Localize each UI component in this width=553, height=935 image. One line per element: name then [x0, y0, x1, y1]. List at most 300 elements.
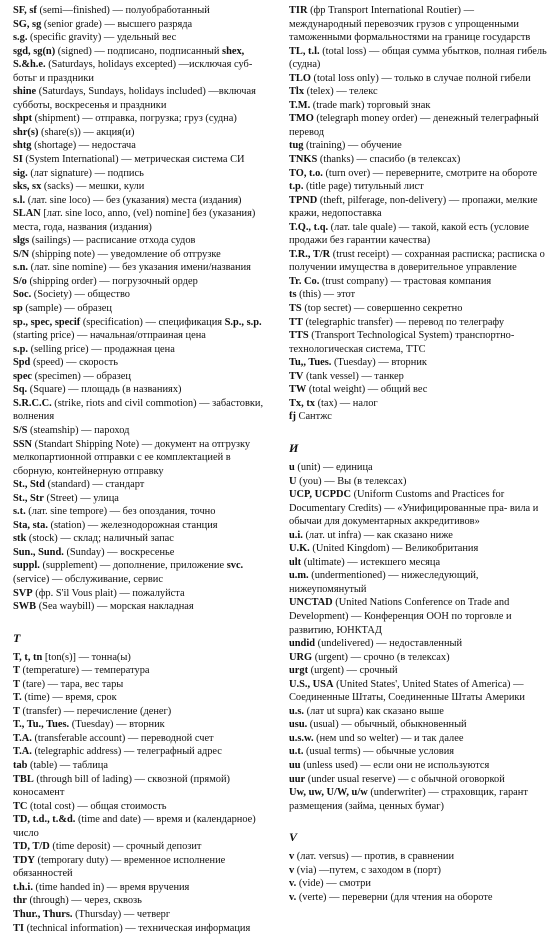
dictionary-entry [13, 112, 273, 126]
entry-definition: (theft, pilferage, non-delivery) — пропажи, мелкие кражи, недопоставка [289, 194, 538, 220]
entry-definition: (tax) — налог [314, 397, 378, 409]
entry-term: usu. [289, 719, 308, 731]
entry-term: TT [289, 316, 303, 328]
entry-term: Sq. [13, 384, 28, 396]
entry-definition: (Thursday) — четверг [72, 909, 171, 920]
dictionary-entry [289, 786, 547, 813]
dictionary-entry [13, 854, 273, 881]
dictionary-entry [289, 383, 547, 397]
dictionary-entry [13, 705, 273, 719]
entry-definition: (tank vessel) — танкер [303, 370, 404, 382]
dictionary-entry [289, 99, 547, 113]
entry-term: TV [289, 370, 304, 382]
entry-term: v. [289, 891, 297, 903]
entry-definition: (ultimate) — истекшего месяца [301, 556, 441, 568]
dictionary-entry [13, 559, 273, 573]
entry-definition: (shipping order) — погрузочный ордер [26, 275, 198, 287]
entry-definition: (selling price) — продажная цена [28, 343, 175, 355]
entry-definition: (shipment) — отправка, погрузка; груз (судна) [32, 113, 237, 125]
entry-term: sgd, sg(n) [13, 45, 56, 57]
entry-definition: (usual) — обычный, обыкновенный [307, 719, 467, 731]
entry-definition: (лат. ut infra) — как сказано ниже [302, 529, 453, 541]
entry-term: spec [13, 370, 33, 382]
dictionary-entry [289, 221, 547, 248]
dictionary-entry [289, 891, 547, 905]
entry-term: URG [289, 651, 313, 663]
entry-term: t.h.i. [13, 881, 33, 893]
entry-term: fj [289, 411, 296, 423]
entry-term: TS [289, 303, 302, 315]
entry-definition: (starting price) — начальная/отпраиная цена [13, 330, 206, 342]
dictionary-entry [13, 678, 273, 692]
entry-term: sks, sx [13, 181, 42, 193]
dictionary-entry [289, 112, 547, 139]
entry-definition: (Saturdays, Sundays, holidays included) —включая субботы, воскресенья и праздники [13, 86, 256, 111]
dictionary-entry [289, 569, 547, 596]
entry-term: Tlx [289, 86, 305, 98]
entry-term: TDY [13, 854, 35, 866]
dictionary-entry [13, 18, 273, 32]
entry-term: u.m. [289, 570, 309, 582]
entry-definition: (trust company) — трастовая компания [319, 275, 492, 287]
dictionary-entry [13, 4, 273, 18]
entry-term: T., Tu., Tues. [13, 719, 70, 731]
entry-definition: (under usual reserve) — с обычной оговоркой [305, 773, 505, 785]
dictionary-entry [13, 840, 273, 854]
dictionary-entry [13, 651, 273, 665]
dictionary-entry [289, 773, 547, 787]
entry-term: S/S [13, 424, 28, 436]
entry-term: TLO [289, 72, 311, 84]
dictionary-entry [289, 329, 547, 356]
dictionary-entry [13, 492, 273, 506]
entry-definition: (System International) — метрическая система СИ [22, 154, 245, 166]
dictionary-entry [289, 248, 547, 275]
entry-term: TL, t.l. [289, 45, 320, 57]
dictionary-entry [289, 556, 547, 570]
entry-term: tug [289, 140, 304, 152]
dictionary-entry [289, 180, 547, 194]
entry-term: SWB [13, 601, 37, 613]
entry-term: s.l. [13, 194, 26, 206]
dictionary-entry [289, 637, 547, 651]
entry-definition: (training) — обучение [303, 140, 402, 152]
entry-term: s.t. [13, 506, 26, 518]
entry-definition: [лат. sine loco, anno, (vel) nomine] без (указания) места, года, названия (издания) [13, 208, 256, 233]
entry-term: t.p. [289, 181, 304, 193]
entry-term: shine [13, 86, 37, 98]
entry-term: SVP [13, 587, 33, 599]
entry-term: SI [13, 154, 23, 166]
entry-term: sp [13, 303, 23, 315]
dictionary-entry [289, 664, 547, 678]
dictionary-entry [13, 153, 273, 167]
entry-definition: (total weight) — общий вес [306, 384, 428, 396]
entry-definition: (total loss) — общая сумма убытков, полная гибель (судна) [289, 45, 547, 71]
dictionary-entry [13, 732, 273, 746]
entry-definition: (Square) — площадь (в названиях) [27, 384, 182, 396]
dictionary-entry [289, 4, 547, 45]
entry-term: UCP, UCPDC [289, 489, 351, 501]
entry-term: uu [289, 759, 301, 771]
entry-definition: (trade mark) торговый знак [310, 99, 431, 111]
entry-term: U.S., USA [289, 678, 334, 690]
entry-term: S/o [13, 275, 27, 287]
dictionary-entry [289, 302, 547, 316]
entry-term: sig. [13, 167, 28, 179]
entry-definition-extra: (Saturdays, holidays excepted) —исключая суб- [45, 59, 253, 71]
dictionary-entry [289, 85, 547, 99]
dictionary-entry [13, 478, 273, 492]
entry-definition: (United Kingdom) — Великобритания [309, 543, 479, 555]
entry-definition: (service) — обслуживание, сервис [13, 573, 163, 585]
entry-definition: (undelivered) — недоставленный [315, 638, 463, 650]
entry-term: shpt [13, 113, 33, 125]
dictionary-entry [13, 261, 273, 275]
entry-term: T.A. [13, 746, 32, 758]
entry-definition: (лат. sine tempore) — без опоздания, точно [25, 506, 216, 518]
entry-definition: (strike, riots and civil commotion) — забастовки, волнения [13, 397, 264, 423]
dictionary-entry [13, 773, 273, 800]
entry-definition: (trust receipt) — сохранная расписка; расписка о получении имущества в доверительное управление [289, 248, 545, 274]
entry-definition: (this) — этот [296, 289, 356, 301]
entry-term-extra: shex, [222, 45, 245, 57]
dictionary-entry [289, 370, 547, 384]
dictionary-entry [289, 596, 547, 637]
entry-definition: (Tuesday) — вторник [331, 357, 427, 369]
entry-term: T.Q., t.q. [289, 221, 329, 233]
entries-s [13, 4, 273, 614]
entry-term: Sta, sta. [13, 519, 48, 531]
entry-term-extra: S.p., s.p. [224, 316, 262, 328]
entry-term: SG, sg [13, 18, 42, 30]
dictionary-entry [13, 813, 273, 840]
entry-term: TPND [289, 194, 318, 206]
entries-t [13, 651, 273, 935]
entries-u [289, 461, 547, 813]
entry-definition: (unless used) — если они не используются [300, 759, 490, 771]
entry-term: thr [13, 895, 27, 907]
entry-definition: (temporary duty) — временное исполнение обязанностей [13, 854, 226, 880]
entry-definition: Сантжс [295, 411, 332, 423]
entry-definition: (telegraphic address) — телеграфный адрес [31, 746, 222, 758]
entry-definition: (specification) — спецификация [80, 316, 225, 328]
dictionary-entry [289, 167, 547, 181]
entry-definition: (share(s)) — акция(и) [38, 126, 135, 138]
entry-definition: (нем und so welter) — и так далее [313, 732, 464, 744]
entry-term: T. [13, 692, 22, 704]
entry-term: shr(s) [13, 126, 39, 138]
entry-definition: (station) — железнодорожная станция [47, 519, 218, 531]
entry-definition: (telegraphic transfer) — перевод по телеграфу [302, 316, 505, 328]
dictionary-entry [289, 718, 547, 732]
dictionary-entry [289, 850, 547, 864]
entry-definition: (usual terms) — обычные условия [303, 746, 455, 758]
entries-t-cont [289, 4, 547, 424]
entry-definition: (unit) — единица [294, 461, 373, 473]
entry-definition: (фр. S'il Vous plait) — пожалуйста [32, 587, 185, 599]
entry-term: shtg [13, 140, 32, 152]
entry-definition: (лат signature) — подпись [27, 167, 144, 179]
entry-definition: (thanks) — спасибо (в телексах) [317, 154, 461, 166]
dictionary-entry [289, 475, 547, 489]
dictionary-entry [289, 542, 547, 556]
dictionary-entry [13, 424, 273, 438]
dictionary-entry [289, 745, 547, 759]
entry-term: TMO [289, 113, 314, 125]
entry-term: u [289, 461, 295, 473]
entry-definition: (лат ut supra) как сказано выше [304, 705, 444, 717]
entry-definition: (underwriter) — страховщик, гарант размещения (займа, ценных бумаг) [289, 787, 528, 812]
dictionary-entry [289, 72, 547, 86]
entry-definition: (Society) — общество [31, 289, 130, 301]
entry-term: u.t. [289, 746, 304, 758]
dictionary-entry [289, 732, 547, 746]
dictionary-entry [13, 519, 273, 533]
dictionary-entry [13, 85, 273, 112]
dictionary-entry [13, 718, 273, 732]
entry-definition: (through) — через, сквозь [26, 895, 142, 907]
entry-term: T [13, 665, 20, 677]
entry-term: T, t, tn [13, 651, 43, 663]
entry-term: TD, t.d., t.&d. [13, 814, 76, 826]
entry-term: v [289, 864, 295, 876]
entry-term: Tu,, Tues. [289, 357, 332, 369]
dictionary-entry [13, 800, 273, 814]
dictionary-entry [13, 234, 273, 248]
section-header-u: И [289, 440, 299, 455]
entry-definition: (transferable account) — переводной счет [31, 732, 214, 744]
entry-definition: (steamship) — пароход [27, 424, 130, 436]
dictionary-entry [13, 329, 273, 343]
entry-term: S/N [13, 248, 30, 260]
entry-term: Spd [13, 357, 31, 369]
entry-term: SLAN [13, 208, 41, 220]
dictionary-entry [289, 488, 547, 529]
entry-term: S.R.C.C. [13, 397, 52, 409]
entry-term: Soc. [13, 289, 32, 301]
entry-definition: (specific gravity) — удельный вес [27, 32, 177, 44]
entry-definition: (лат. tale quale) — такой, какой есть (условие продажи без гарантии качества) [289, 221, 529, 247]
entry-definition: (technical information) — техническая информация [23, 922, 251, 934]
entry-definition: (specimen) — образец [32, 370, 131, 382]
entry-definition: (United States', United States of America) — Соединенные Штаты, Соединенные Штаты Америки [289, 678, 525, 704]
entry-definition: (via) —путем, с заходом в (порт) [294, 864, 441, 876]
entry-term: Tr. Co. [289, 275, 320, 287]
entry-definition: (sacks) — мешки, кули [41, 181, 145, 193]
entry-term: u.s. [289, 705, 305, 717]
dictionary-entry [13, 908, 273, 922]
entry-term: slgs [13, 235, 30, 247]
entry-definition: [ton(s)] — тонна(ы) [42, 651, 131, 663]
entry-term: Tx, tx [289, 397, 315, 409]
dictionary-entry [289, 153, 547, 167]
entry-definition: (senior grade) — высшего разряда [41, 18, 193, 30]
entry-definition: ботьг и праздники [13, 72, 94, 84]
dictionary-entry [13, 288, 273, 302]
dictionary-entry [289, 288, 547, 302]
entry-definition: (table) — таблица [27, 759, 108, 771]
entry-term: s.g. [13, 32, 28, 44]
entry-definition: (total loss only) — только в случае полной гибели [310, 72, 531, 84]
entry-term: ts [289, 289, 297, 301]
entry-term: TTS [289, 330, 309, 342]
dictionary-entry [13, 397, 273, 424]
entry-definition: (transfer) — перечисление (денег) [19, 705, 172, 717]
dictionary-entry [13, 248, 273, 262]
entry-definition: (stock) — склад; наличный запас [26, 533, 174, 545]
entry-term: v. [289, 878, 297, 890]
entry-definition: (Uniform Customs and Practices for Documentary Credits) — «Унифицированные пра- вила и обычаи для документарных аккредитивов» [289, 489, 539, 528]
entry-definition: (supplement) — дополнение, приложение [39, 560, 227, 572]
dictionary-entry [13, 664, 273, 678]
entry-definition: (urgent) — срочно (в телексах) [312, 651, 450, 663]
dictionary-entry [13, 139, 273, 153]
entry-definition: (semi—finished) — полуобработанный [36, 5, 210, 16]
dictionary-entry [13, 573, 273, 587]
entry-term: T [13, 678, 20, 690]
entry-definition: (Standart Shipping Note) — документ на отгрузку мелкопартионной отправки с ее комплектацией в сборную, контейнерную отправку [13, 438, 251, 477]
dictionary-entry [13, 691, 273, 705]
entry-term: SSN [13, 438, 33, 450]
dictionary-entry [13, 505, 273, 519]
entry-term: s.n. [13, 262, 29, 274]
dictionary-entry [13, 167, 273, 181]
entry-definition: (standard) — стандарт [45, 479, 145, 491]
entry-term: U.K. [289, 543, 310, 555]
entry-term: TIR [289, 5, 308, 16]
entry-definition: (verte) — переверни (для чтения на обороте [296, 891, 493, 903]
dictionary-entry [289, 356, 547, 370]
entry-definition: (лат. sine nomine) — без указания имени/названия [28, 262, 251, 274]
entries-v [289, 850, 547, 904]
entry-term: TO, t.o. [289, 167, 323, 179]
entry-definition: (you) — Вы (в телексах) [296, 475, 407, 487]
dictionary-entry [289, 759, 547, 773]
dictionary-entry [13, 275, 273, 289]
entry-term: urgt [289, 665, 309, 677]
entry-definition: (лат. versus) — против, в сравнении [294, 851, 455, 863]
entry-definition: (temperature) — температура [19, 665, 150, 677]
entry-definition: (shipping note) — уведомление об отгрузке [29, 248, 221, 260]
dictionary-entry [13, 587, 273, 601]
entry-definition: (through bill of lading) — сквозной (прямой) коносамент [13, 773, 230, 799]
entry-definition: (urgent) — срочный [308, 665, 398, 677]
dictionary-entry [13, 343, 273, 357]
entry-term: ult [289, 556, 302, 568]
entry-term: u.i. [289, 529, 303, 541]
dictionary-entry [13, 72, 273, 86]
entry-term: Uw, uw, U/W, u/w [289, 787, 368, 799]
entry-term: TBL [13, 773, 34, 785]
entry-definition: (Street) — улица [43, 492, 119, 504]
entry-term: TC [13, 800, 28, 812]
entry-term: tab [13, 759, 28, 771]
dictionary-entry [289, 461, 547, 475]
dictionary-entry [289, 864, 547, 878]
entry-definition: (turn over) — переверните, смотрите на обороте [322, 167, 538, 179]
entry-term: TD, T/D [13, 841, 50, 853]
dictionary-entry [13, 45, 273, 72]
dictionary-entry [13, 207, 273, 234]
entry-term: suppl. [13, 560, 40, 572]
section-header-v: V [289, 830, 298, 845]
entry-definition: (signed) — подписано, подписанный [55, 45, 223, 57]
entry-term: sp., spec, specif [13, 316, 81, 328]
dictionary-entry [289, 877, 547, 891]
entry-definition: (United Nations Conference on Trade and Development) — Конференция ООН по торговле и развитию, ЮНКТАД [289, 597, 512, 636]
dictionary-entry [289, 45, 547, 72]
entry-definition: (time and date) — время и (календарное) число [13, 814, 256, 839]
entry-term: St., Std [13, 479, 46, 491]
dictionary-entry [13, 31, 273, 45]
entry-term: St., Str [13, 492, 44, 504]
entry-definition: (sailings) — расписание отхода судов [29, 235, 196, 247]
left-column [13, 4, 273, 935]
dictionary-entry [13, 356, 273, 370]
dictionary-entry [13, 383, 273, 397]
entry-term: TW [289, 384, 307, 396]
dictionary-entry [13, 894, 273, 908]
right-column [289, 4, 547, 904]
dictionary-entry [13, 759, 273, 773]
entry-term: U [289, 475, 297, 487]
entry-definition: (лат. sine loco) — без (указания) места (издания) [25, 194, 242, 206]
entry-term: T.A. [13, 732, 32, 744]
entry-definition: (Sea waybill) — морская накладная [36, 601, 194, 613]
entry-term: TNKS [289, 154, 318, 166]
entry-term: SF, sf [13, 5, 37, 16]
entry-term-extra: svc. [226, 560, 244, 572]
entry-term-extra: S.&h.e. [13, 59, 46, 71]
entry-definition: (speed) — скорость [30, 357, 118, 369]
entry-term: v [289, 851, 295, 863]
entry-term: T [13, 705, 20, 717]
dictionary-entry [13, 194, 273, 208]
entry-definition: (undermentioned) — нижеследующий, нижеупомянутый [289, 570, 479, 595]
entry-term: s.p. [13, 343, 29, 355]
dictionary-entry [13, 438, 273, 479]
entry-term: stk [13, 533, 27, 545]
section-header-t: T [13, 630, 21, 645]
dictionary-entry [289, 139, 547, 153]
entry-term: undid [289, 638, 316, 650]
dictionary-entry [289, 194, 547, 221]
dictionary-entry [289, 316, 547, 330]
entry-term: T.R., T/R [289, 248, 331, 260]
dictionary-entry [13, 302, 273, 316]
dictionary-entry [289, 705, 547, 719]
dictionary-entry [13, 316, 273, 330]
entry-term: T.M. [289, 99, 311, 111]
entry-definition: (Sunday) — воскресенье [63, 546, 175, 558]
entry-term: UNCTAD [289, 597, 333, 609]
dictionary-entry [289, 678, 547, 705]
entry-term: u.s.w. [289, 732, 314, 744]
entry-definition: (telegraph money order) — денежный телеграфный перевод [289, 113, 539, 138]
dictionary-entry [13, 180, 273, 194]
entry-term: TI [13, 922, 24, 934]
dictionary-entry [289, 410, 547, 424]
dictionary-entry [289, 397, 547, 411]
dictionary-entry [13, 546, 273, 560]
entry-definition: (telex) — телекс [304, 86, 378, 98]
dictionary-entry [289, 529, 547, 543]
dictionary-entry [289, 275, 547, 289]
dictionary-entry [13, 745, 273, 759]
entry-definition: (time handed in) — время вручения [32, 881, 190, 893]
dictionary-entry [13, 600, 273, 614]
